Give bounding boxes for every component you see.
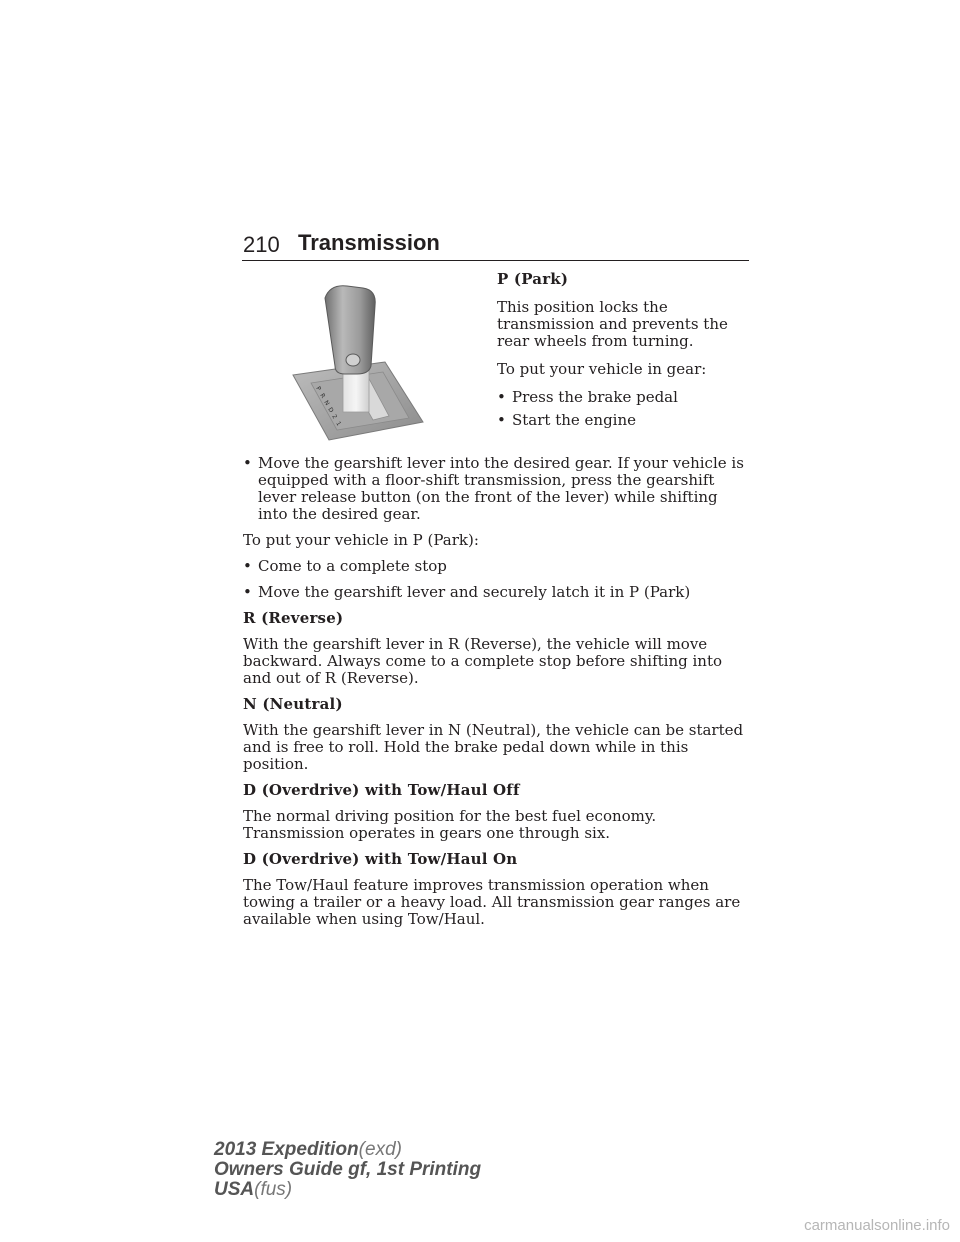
list-item: • Move the gearshift lever into the desired gear. If your vehicle is equipped with a floor-shift transmission, press the gearshift lever release button (on the front of the lever) while shifting into the desired gear. [243, 454, 744, 523]
overdrive-on-description: The Tow/Haul feature improves transmission operation when towing a trailer or a heavy load. All transmission gear ranges are available when using Tow/Haul. [243, 876, 741, 928]
park-intro: To put your vehicle in P (Park): [243, 531, 479, 549]
gate-letter-p: P [314, 385, 323, 393]
reverse-description: With the gearshift lever in R (Reverse), the vehicle will move backward. Always come to a complete stop before shifting into and out of R (Reverse). [243, 635, 723, 687]
gearshift-lever-illustration [285, 280, 435, 445]
gate-letter-n: N [322, 399, 331, 407]
list-item: • Move the gearshift lever and securely latch it in P (Park) [243, 583, 691, 601]
overdrive-off-heading: D (Overdrive) with Tow/Haul Off [243, 781, 520, 799]
gate-letter-1: 1 [334, 420, 343, 428]
footer-line-3: USA(fus) [214, 1179, 293, 1200]
section-title: Transmission [298, 230, 440, 255]
page-number: 210 [243, 232, 280, 257]
list-item: • Start the engine [497, 411, 637, 429]
gate-letter-r: R [318, 392, 327, 400]
park-section [497, 271, 752, 429]
gate-letter-2: 2 [330, 413, 339, 421]
header-rule [242, 260, 749, 261]
park-heading: P (Park) [497, 270, 569, 288]
overdrive-off-description: The normal driving position for the best fuel economy. Transmission operates in gears one through six. [243, 807, 657, 842]
reverse-heading: R (Reverse) [243, 609, 344, 627]
watermark: carmanualsonline.info [804, 1217, 950, 1234]
neutral-description: With the gearshift lever in N (Neutral), the vehicle can be started and is free to roll. Hold the brake pedal down while in this position. [243, 721, 744, 773]
body-content [243, 455, 749, 928]
overdrive-on-heading: D (Overdrive) with Tow/Haul On [243, 850, 518, 868]
neutral-heading: N (Neutral) [243, 695, 343, 713]
footer-line-2: Owners Guide gf, 1st Printing [214, 1159, 482, 1180]
list-item: • Come to a complete stop [243, 557, 447, 575]
gear-intro: To put your vehicle in gear: [497, 360, 707, 378]
list-item: • Press the brake pedal [497, 388, 678, 406]
footer-line-1: 2013 Expedition(exd) [214, 1139, 402, 1160]
gate-letter-d: D [326, 406, 335, 414]
park-description: This position locks the transmission and prevents the rear wheels from turning. [497, 298, 728, 350]
